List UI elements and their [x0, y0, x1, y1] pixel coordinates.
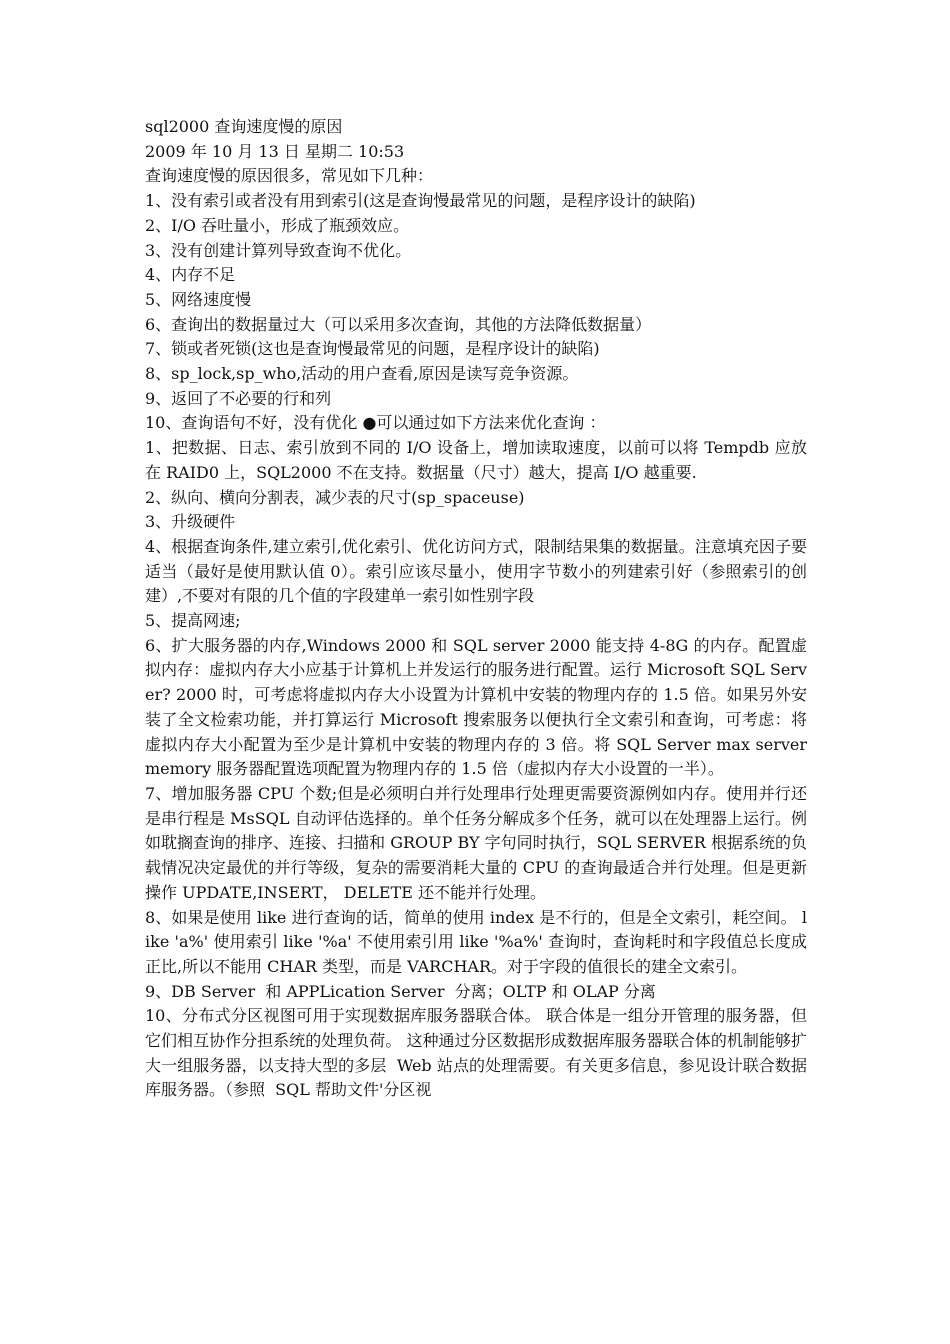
document-title: sql2000 查询速度慢的原因 — [145, 117, 343, 136]
cause-item: 6、查询出的数据量过大（可以采用多次查询，其他的方法降低数据量） — [145, 314, 652, 334]
cause-item: 5、网络速度慢 — [145, 289, 252, 309]
method-item: 4、根据查询条件,建立索引,优化索引、优化访问方式，限制结果集的数据量。注意填充因子要适当（最好是使用默认值 0）。索引应该尽量小，使用字节数小的列建索引好（参照索引的创建）,不要对有限的几个值的字段建单一索引如性别字段 — [145, 536, 807, 606]
cause-item: 8、sp_lock,sp_who,活动的用户查看,原因是读写竞争资源。 — [145, 364, 579, 384]
cause-item: 1、没有索引或者没有用到索引(这是查询慢最常见的问题，是程序设计的缺陷) — [145, 191, 696, 211]
cause-item: 7、锁或者死锁(这也是查询慢最常见的问题，是程序设计的缺陷) — [145, 339, 600, 359]
cause-item: 9、返回了不必要的行和列 — [145, 388, 332, 408]
method-item: 1、把数据、日志、索引放到不同的 I/O 设备上，增加读取速度，以前可以将 Tempdb 应放在 RAID0 上，SQL2000 不在支持。数据量（尺寸）越大，提高 I/O 越重要. — [145, 438, 807, 482]
intro-paragraph: 查询速度慢的原因很多，常见如下几种： — [145, 166, 434, 186]
cause-item: 3、没有创建计算列导致查询不优化。 — [145, 240, 412, 260]
document-date: 2009 年 10 月 13 日 星期二 10:53 — [145, 141, 405, 161]
method-item: 8、如果是使用 like 进行查询的话，简单的使用 index 是不行的，但是全文索引，耗空间。 like 'a%' 使用索引 like '%a' 不使用索引用 like '%a%' 查询时，查询耗时和字段值总长度成正比,所以不能用 CHAR 类型，而是 VARCHAR。对于字段的值很长的建全文索引。 — [145, 907, 807, 976]
cause-item: 2、I/O 吞吐量小，形成了瓶颈效应。 — [145, 215, 410, 235]
method-item: 7、增加服务器 CPU 个数;但是必须明白并行处理串行处理更需要资源例如内存。使用并行还是串行程是 MsSQL 自动评估选择的。单个任务分解成多个任务，就可以在处理器上运行。例如耽搁查询的排序、连接、扫描和 GROUP BY 字句同时执行，SQL SERVER 根据系统的负载情况决定最优的并行等级，复杂的需要消耗大量的 CPU 的查询最适合并行处理。但是更新操作 UPDATE,INSERT， DELETE 还不能并行处理。 — [145, 783, 807, 902]
method-item: 9、DB Server 和 APPLication Server 分离；OLTP 和 OLAP 分离 — [145, 981, 656, 1001]
cause-item: 10、查询语句不好，没有优化 ●可以通过如下方法来优化查询 ： — [145, 413, 606, 433]
document-body — [145, 115, 813, 1103]
method-item: 3、升级硬件 — [145, 512, 236, 532]
method-item: 2、纵向、横向分割表，减少表的尺寸(sp_spaceuse) — [145, 487, 525, 507]
method-item: 6、扩大服务器的内存,Windows 2000 和 SQL server 2000 能支持 4-8G 的内存。配置虚拟内存：虚拟内存大小应基于计算机上并发运行的服务进行配置。运行 Microsoft SQL Server? 2000 时，可考虑将虚拟内存大小设置为计算机中安装的物理内存的 1.5 倍。如果另外安装了全文检索功能，并打算运行 Microsoft 搜索服务以便执行全文索引和查询，可考虑：将虚拟内存大小配置为至少是计算机中安装的物理内存的 3 倍。将 SQL Server max server memory 服务器配置选项配置为物理内存的 1.5 倍（虚拟内存大小设置的一半）。 — [145, 635, 813, 779]
method-item: 10、分布式分区视图可用于实现数据库服务器联合体。 联合体是一组分开管理的服务器，但它们相互协作分担系统的处理负荷。 这种通过分区数据形成数据库服务器联合体的机制能够扩大一组服务器，以支持大型的多层 Web 站点的处理需要。有关更多信息，参见设计联合数据库服务器。（参照 SQL 帮助文件'分区视 — [145, 1006, 807, 1100]
cause-item: 4、内存不足 — [145, 265, 236, 285]
method-item: 5、提高网速; — [145, 611, 241, 631]
